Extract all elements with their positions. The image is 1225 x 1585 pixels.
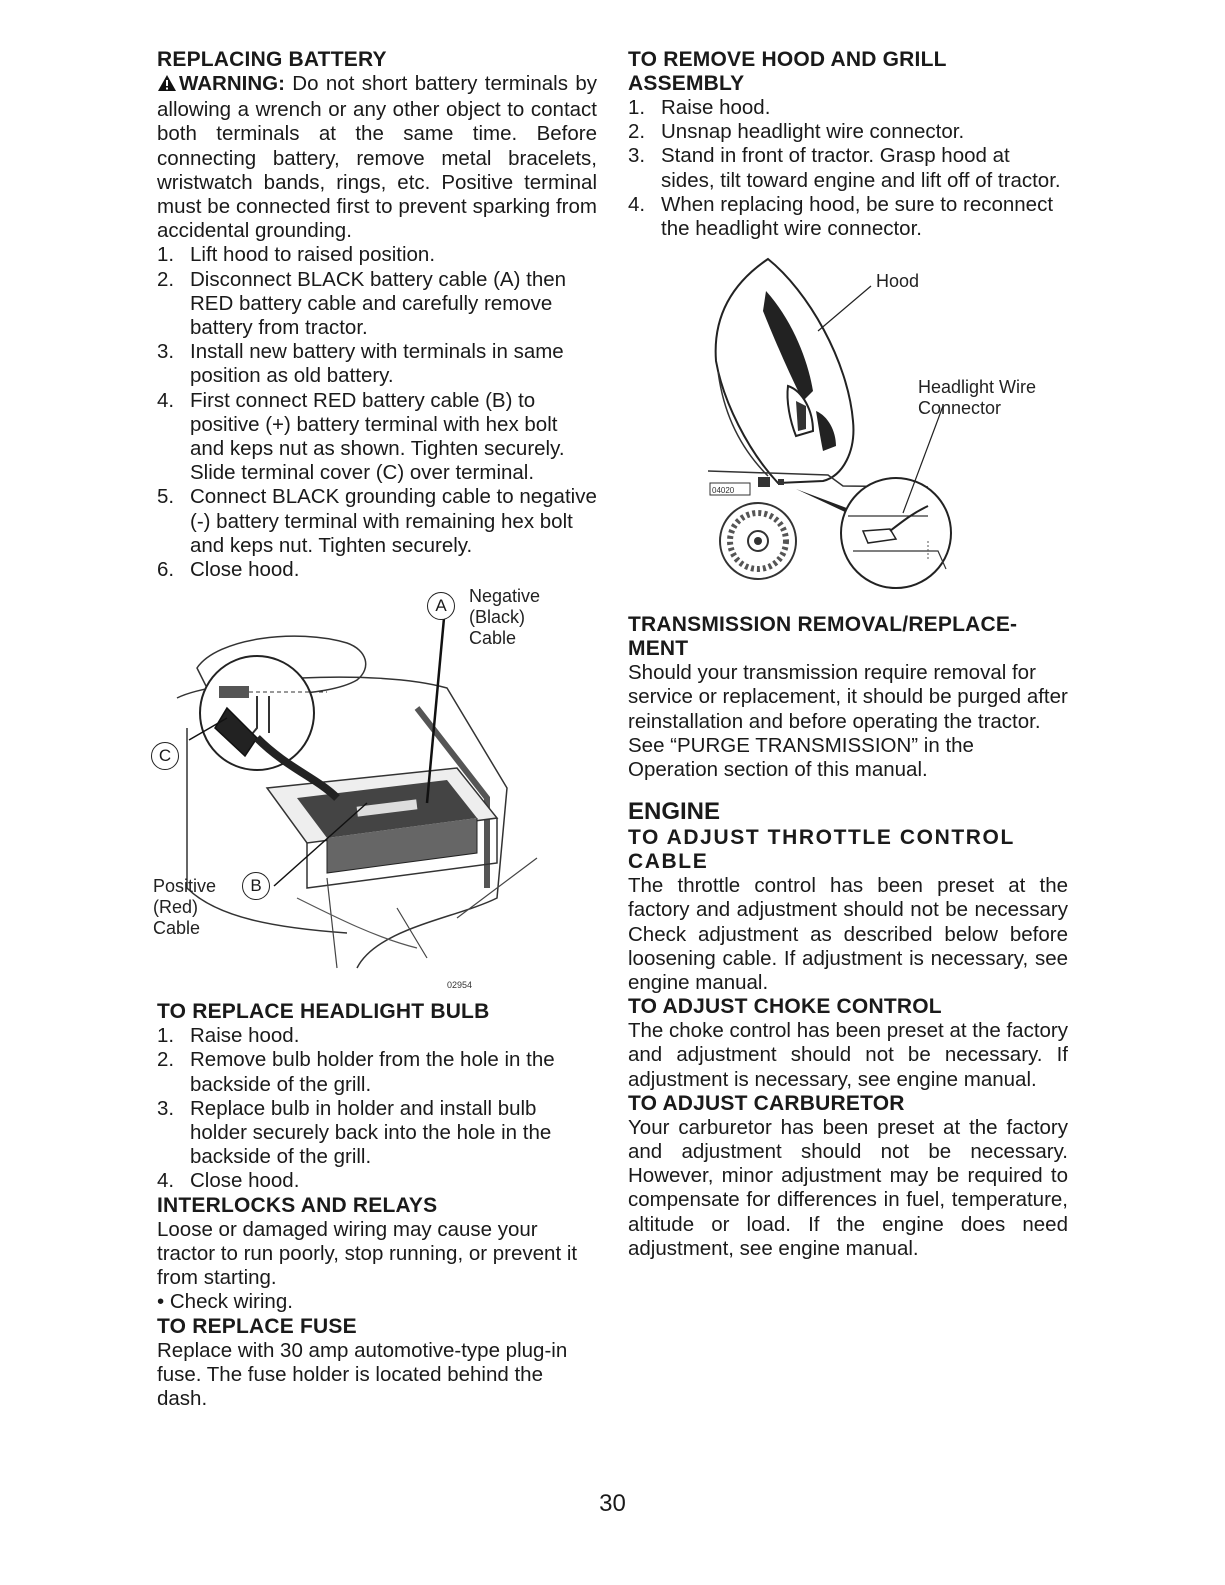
choke-heading: TO ADJUST CHOKE CONTROL [628,995,942,1019]
warning-triangle-icon [157,74,177,98]
carburetor-heading: TO ADJUST CARBURETOR [628,1091,905,1115]
page-number: 30 [599,1490,626,1517]
list-item: 1. Raise hood. [628,96,771,119]
headlight-heading: TO REPLACE HEADLIGHT BULB [157,1000,490,1024]
interlocks-heading: INTERLOCKS AND RELAYS [157,1193,438,1217]
list-item: 3. Install new battery with terminals in same position as old battery. [157,340,564,388]
callout-b: B [242,872,270,900]
positive-cable-label: Positive (Red) Cable [153,876,217,939]
fuse-text: Replace with 30 amp automotive-type plug-in fuse. The fuse holder is located behind the dash. [157,1338,568,1410]
interlocks-text: Loose or damaged wiring may cause your tractor to run poorly, stop running, or prevent it from starting. [157,1217,578,1290]
battery-figure [153,586,597,1000]
list-item: 4. When replacing hood, be sure to reconnect the headlight wire connector. [628,192,1054,241]
hood-figure-code: 04020 [712,486,735,496]
battery-steps [157,243,597,582]
transmission-heading: TRANSMISSION REMOVAL/REPLACE-MENT [628,613,1018,661]
battery-warning [157,72,597,243]
list-item: 4. First connect RED battery cable (B) to positive (+) battery terminal with hex bolt and keps nut as shown. Tighten securely. Slide terminal cover (C) over terminal. [157,388,565,485]
list-item: 2. Remove bulb holder from the hole in the backside of the grill. [157,1048,555,1096]
list-item: 2. Unsnap headlight wire connector. [628,120,965,144]
list-item: 5. Connect BLACK grounding cable to negative (-) battery terminal with remaining hex bolt and keps nut. Tighten securely. [157,485,597,557]
list-item: 4. Close hood. [157,1169,300,1193]
headlight-steps [157,1024,597,1193]
list-item: 1. Lift hood to raised position. [157,243,436,267]
replacing-battery-heading: REPLACING BATTERY [157,48,387,71]
connector-label: Headlight Wire Connector [918,377,1037,419]
hood-figure [628,251,1068,603]
list-item: 1. Raise hood. [157,1024,300,1048]
choke-text: The choke control has been preset at the factory and adjustment should not be necessary. If adjustment is necessary, see engine manual. [628,1019,1068,1091]
battery-figure-code: 02954 [447,980,473,991]
transmission-text: Should your transmission require removal for service or replacement, it should be purged after reinstallation and before operating the tractor. See “PURGE TRANSMISSION” in the Operation section of this manual. [628,661,1068,782]
callout-a: A [427,592,455,620]
left-column [153,48,597,1411]
fuse-heading: TO REPLACE FUSE [157,1314,357,1338]
interlocks-bullet: • Check wiring. [157,1290,293,1314]
throttle-heading: TO ADJUST THROTTLE CONTROL CABLE [628,826,1015,874]
list-item: 6. Close hood. [157,558,300,582]
right-column [628,48,1068,1261]
throttle-text: The throttle control has been preset at the factory and adjustment should not be necessary Check adjustment as described below before loosening cable. If adjustment is necessary, see engine manual. [628,874,1068,995]
engine-heading: ENGINE [628,798,721,826]
warning-label: WARNING: [179,72,285,95]
list-item: 3. Replace bulb in holder and install bulb holder securely back into the hole in the backside of the grill. [157,1096,552,1169]
hood-illustration [628,251,1068,603]
list-item: 2. Disconnect BLACK battery cable (A) then RED battery cable and carefully remove battery from tractor. [157,267,567,340]
hood-heading: TO REMOVE HOOD AND GRILL ASSEMBLY [628,48,947,95]
negative-cable-label: Negative (Black) Cable [469,586,541,649]
warning-text: Do not short battery terminals by allowing a wrench or any other object to contact both terminals at the same time. Before connecting battery, remove metal bracelets, wristwatch bands, rings, etc. Positive terminal must be connected first to prevent sparking from accidental grounding. [157,72,597,243]
hood-label: Hood [876,271,920,292]
callout-c: C [151,742,179,770]
battery-illustration [157,588,597,1000]
list-item: 3. Stand in front of tractor. Grasp hood at sides, tilt toward engine and lift off of tractor. [628,144,1061,192]
hood-steps [628,96,1068,241]
carburetor-text: Your carburetor has been preset at the factory and adjustment should not be necessary. However, minor adjustment may be required to compensate for differences in fuel, temperature, altitude or load. If the engine does need adjustment, see engine manual. [628,1115,1068,1260]
